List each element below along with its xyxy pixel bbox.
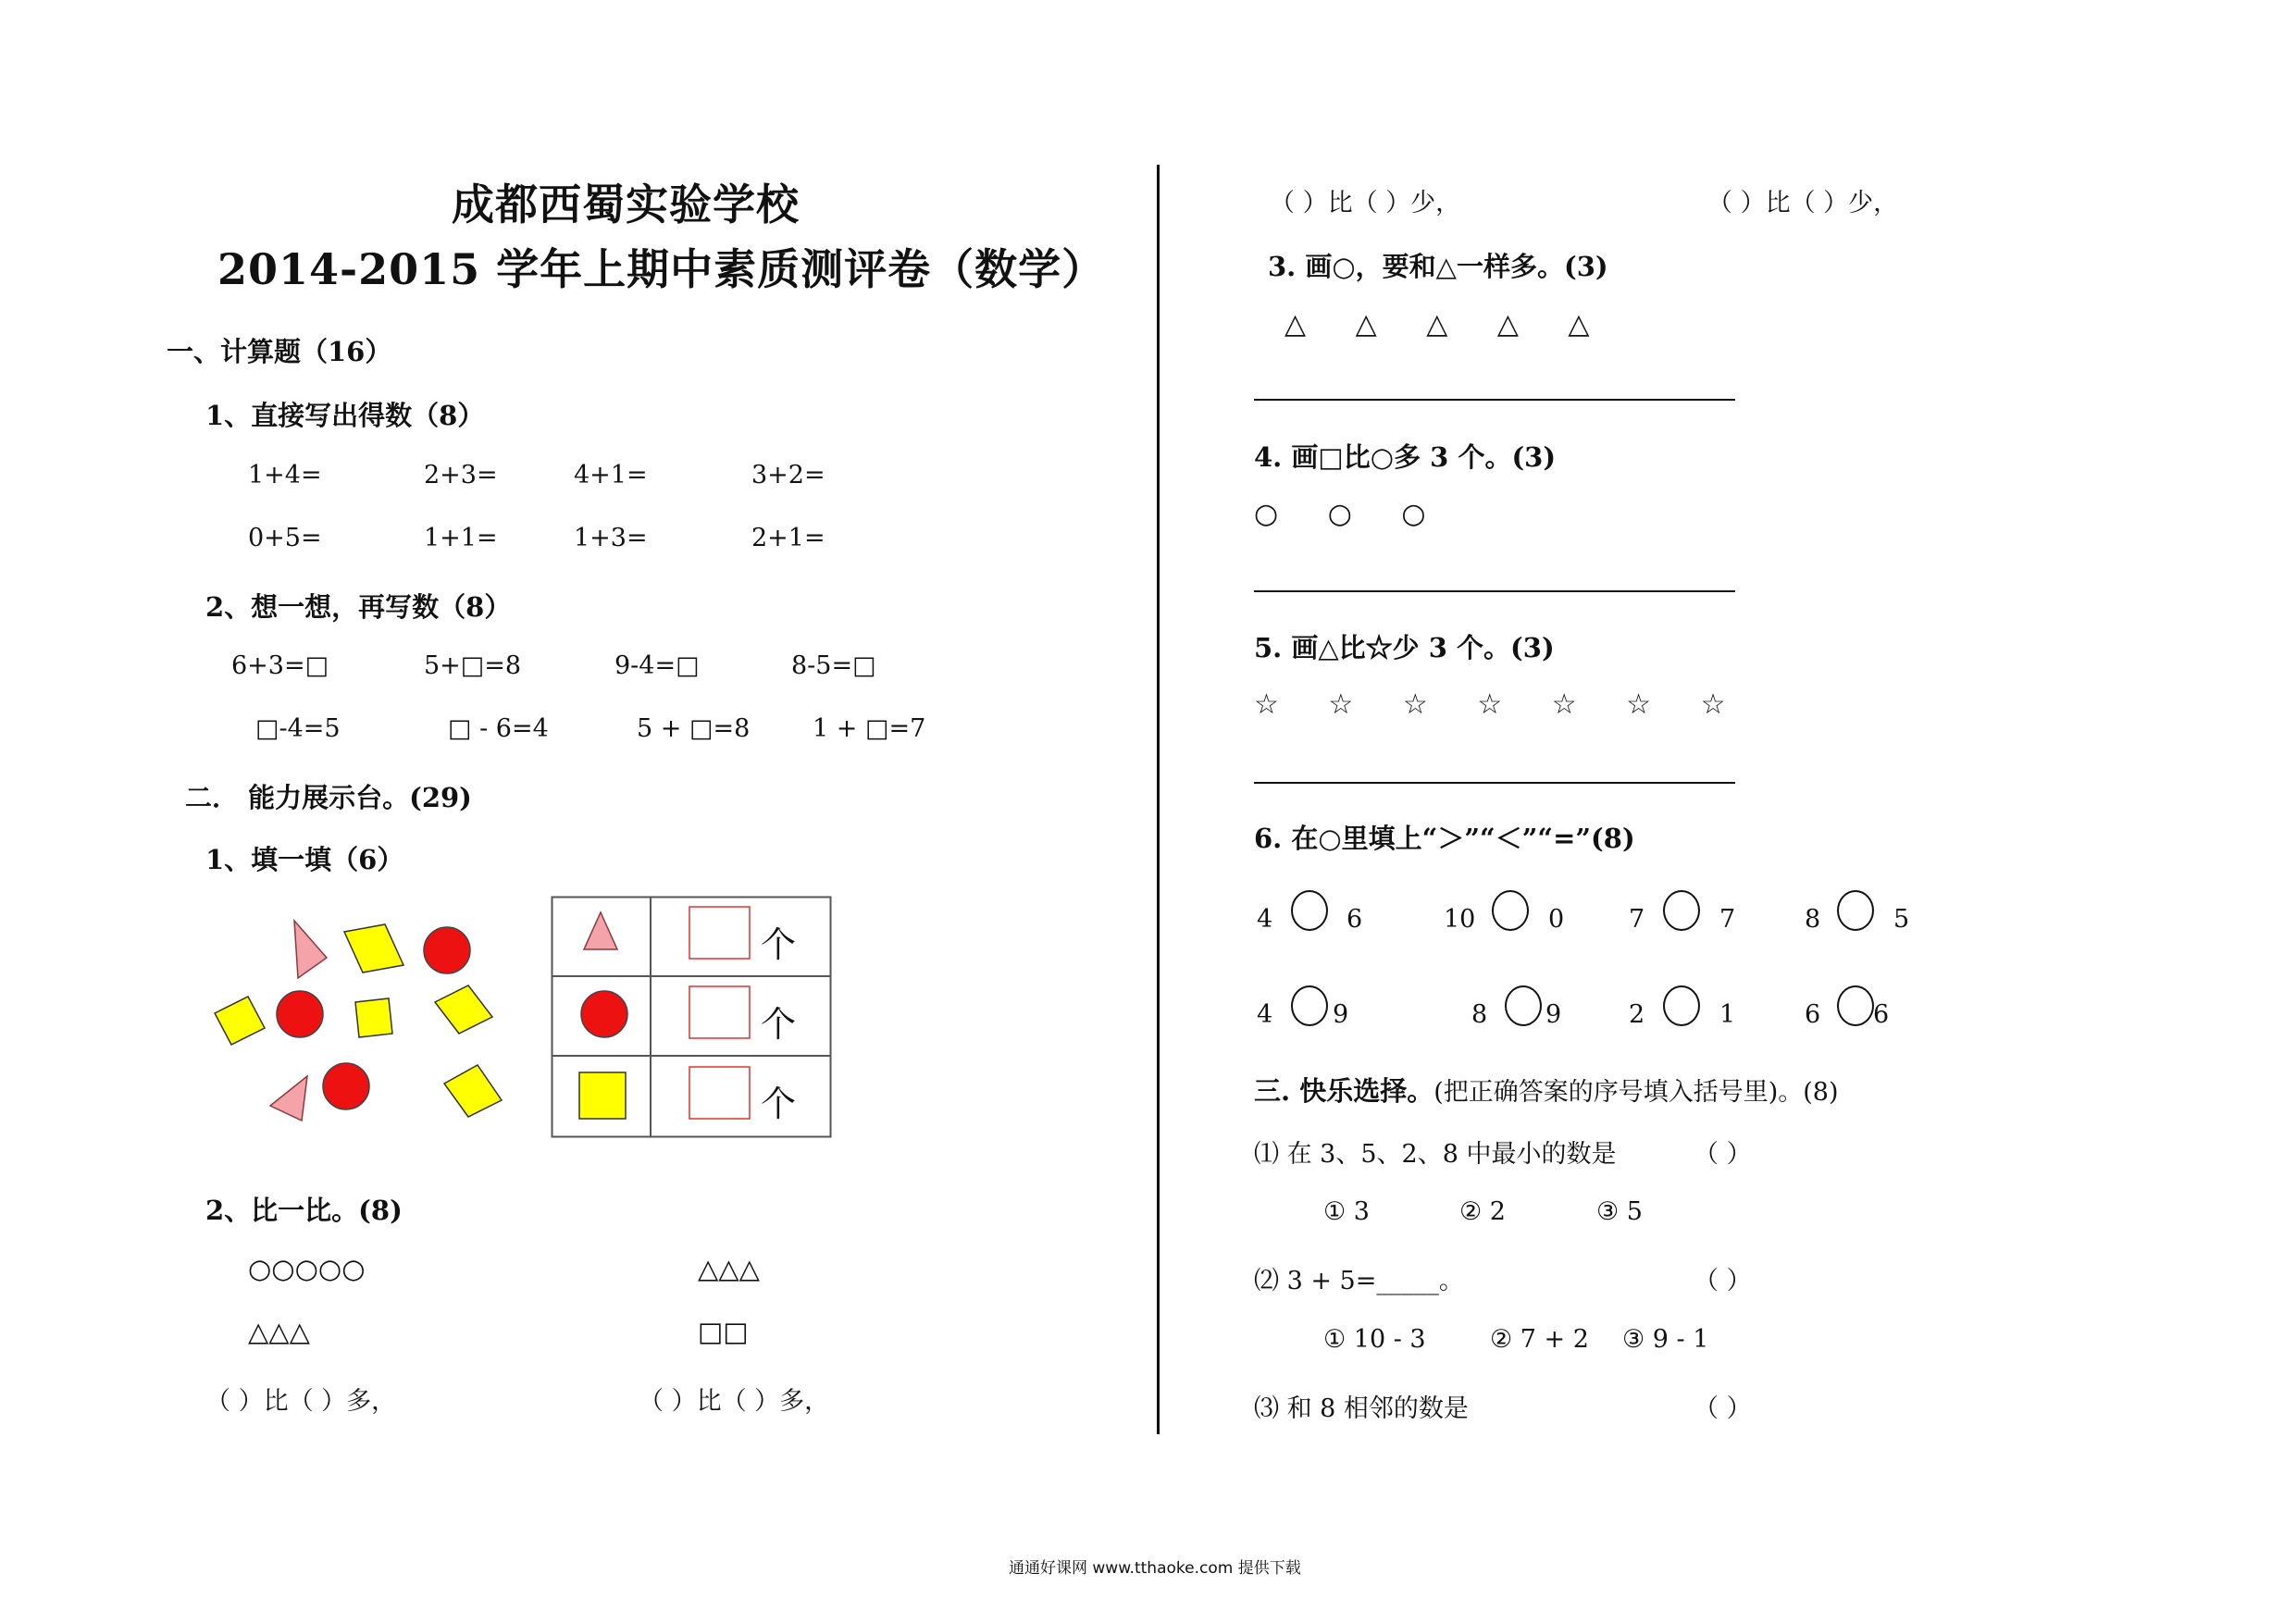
compare-number: 4 xyxy=(1257,1000,1273,1029)
q6-title: 6. 在○里填上“＞”“＜”“=”(8) xyxy=(1254,823,1635,854)
part2-title: 二． 能力展示台。(29) xyxy=(185,782,472,813)
compare-circle[interactable] xyxy=(1663,890,1700,931)
square-shape xyxy=(215,997,265,1045)
compare-circle[interactable] xyxy=(1291,890,1328,931)
compare-number: 7 xyxy=(1719,905,1736,934)
mc-question: ⑶ 和 8 相邻的数是 xyxy=(1254,1394,1469,1423)
triangle-shape xyxy=(294,921,327,978)
calc-item: 3+2= xyxy=(751,461,825,489)
compare-right-bottom: □□ xyxy=(698,1316,749,1347)
school-title: 成都西蜀实验学校 xyxy=(452,180,800,229)
fill-item: 5 + □=8 xyxy=(637,714,751,743)
mc-question: ⑵ 3 + 5=_____。 xyxy=(1254,1267,1464,1295)
compare-number: 1 xyxy=(1719,1000,1736,1029)
part3-title-main: 三. 快乐选择。 xyxy=(1254,1075,1434,1107)
compare-answer: （ ）比（ ）多， xyxy=(205,1387,397,1416)
q4-title: 4. 画□比○多 3 个。(3) xyxy=(1254,441,1557,473)
calc-item: 4+1= xyxy=(574,461,648,489)
circle-shape xyxy=(424,927,470,973)
triangle-row: △ △ △ △ △ xyxy=(1285,308,1610,341)
mc-question: ⑴ 在 3、5、2、8 中最小的数是 xyxy=(1254,1140,1617,1169)
compare-right-top: △△△ xyxy=(698,1253,760,1284)
draw-line xyxy=(1254,782,1735,784)
compare-circle[interactable] xyxy=(1492,890,1529,931)
q3-title: 3. 画○，要和△一样多。(3) xyxy=(1268,251,1608,282)
compare-number: 9 xyxy=(1545,1000,1562,1029)
compare-number: 4 xyxy=(1257,905,1273,934)
mc-option[interactable]: ① 3 xyxy=(1323,1197,1370,1226)
calc-item: 2+3= xyxy=(424,461,498,489)
calc-item: 1+3= xyxy=(574,524,648,552)
part3-subtitle: (把正确答案的序号填入括号里)。(8) xyxy=(1433,1078,1839,1107)
mc-option[interactable]: ③ 5 xyxy=(1596,1197,1643,1226)
compare-circle[interactable] xyxy=(1837,890,1874,931)
column-divider xyxy=(1157,165,1160,1434)
exam-title: 2014-2015 学年上期中素质测评卷（数学） xyxy=(217,244,1106,294)
mc-option[interactable]: ② 2 xyxy=(1459,1197,1506,1226)
mc-answer-paren[interactable]: （ ） xyxy=(1694,1140,1752,1169)
compare-number: 8 xyxy=(1471,1000,1488,1029)
compare-number: 5 xyxy=(1893,905,1910,934)
star-row: ☆ ☆ ☆ ☆ ☆ ☆ ☆ xyxy=(1254,688,1746,721)
fill-item: 1 + □=7 xyxy=(813,714,926,743)
unit-label: 个 xyxy=(761,1084,797,1124)
compare-answer: （ ）比（ ）少， xyxy=(1270,189,1461,217)
square-shape xyxy=(344,924,403,973)
triangle-shape xyxy=(270,1076,307,1121)
compare-circle[interactable] xyxy=(1505,985,1542,1026)
mc-option[interactable]: ② 7 + 2 xyxy=(1490,1325,1589,1354)
compare-circle[interactable] xyxy=(1663,985,1700,1026)
compare-number: 9 xyxy=(1333,1000,1349,1029)
fill-item: 5+□=8 xyxy=(424,651,522,680)
circle-shape xyxy=(323,1063,369,1109)
compare-answer: （ ）比（ ）少， xyxy=(1707,189,1899,217)
fill-item: 8-5=□ xyxy=(791,651,876,680)
compare-left-top: ○○○○○ xyxy=(248,1253,366,1284)
q5-title: 5. 画△比☆少 3 个。(3) xyxy=(1254,632,1555,663)
compare-left-bottom: △△△ xyxy=(248,1316,310,1347)
q1-1-title: 1、直接写出得数（8） xyxy=(205,400,485,431)
circle-shape xyxy=(277,991,323,1037)
square-shape xyxy=(444,1065,502,1117)
q2-1-title: 1、填一填（6） xyxy=(205,844,404,875)
table-square-icon xyxy=(579,1072,626,1119)
compare-number: 6 xyxy=(1347,905,1363,934)
compare-number: 10 xyxy=(1444,905,1476,934)
draw-line xyxy=(1254,590,1735,592)
part3-title xyxy=(1254,1071,1839,1109)
compare-number: 7 xyxy=(1629,905,1645,934)
square-shape xyxy=(435,985,492,1034)
calc-item: 0+5= xyxy=(248,524,322,552)
part1-title: 一、计算题（16） xyxy=(167,336,392,367)
compare-number: 0 xyxy=(1548,905,1565,934)
compare-answer: （ ）比（ ）多， xyxy=(639,1387,830,1416)
fill-item: □-4=5 xyxy=(255,714,341,743)
fill-item: □ - 6=4 xyxy=(448,714,549,743)
table-circle-icon xyxy=(581,991,627,1037)
circle-row: ○ ○ ○ xyxy=(1254,498,1446,530)
mc-option[interactable]: ① 10 - 3 xyxy=(1323,1325,1426,1354)
mc-answer-paren[interactable]: （ ） xyxy=(1694,1394,1752,1423)
mc-option[interactable]: ③ 9 - 1 xyxy=(1622,1325,1709,1354)
shapes-cluster xyxy=(204,911,518,1134)
calc-item: 1+4= xyxy=(248,461,322,489)
draw-line xyxy=(1254,399,1735,401)
calc-item: 1+1= xyxy=(424,524,498,552)
compare-circle[interactable] xyxy=(1837,985,1874,1026)
compare-number: 6 xyxy=(1805,1000,1821,1029)
footer-text: 通通好课网 www.tthaoke.com 提供下载 xyxy=(1009,1559,1301,1578)
square-shape xyxy=(355,998,392,1037)
q1-2-title: 2、想一想，再写数（8） xyxy=(205,591,512,623)
unit-label: 个 xyxy=(761,924,797,965)
compare-number: 8 xyxy=(1805,905,1821,934)
calc-item: 2+1= xyxy=(751,524,825,552)
compare-number: 2 xyxy=(1629,1000,1645,1029)
unit-label: 个 xyxy=(761,1004,797,1045)
compare-circle[interactable] xyxy=(1291,985,1328,1026)
fill-item: 6+3=□ xyxy=(231,651,329,680)
compare-number: 6 xyxy=(1873,1000,1890,1029)
fill-item: 9-4=□ xyxy=(614,651,700,680)
q2-2-title: 2、比一比。(8) xyxy=(205,1195,403,1226)
mc-answer-paren[interactable]: （ ） xyxy=(1694,1267,1752,1295)
